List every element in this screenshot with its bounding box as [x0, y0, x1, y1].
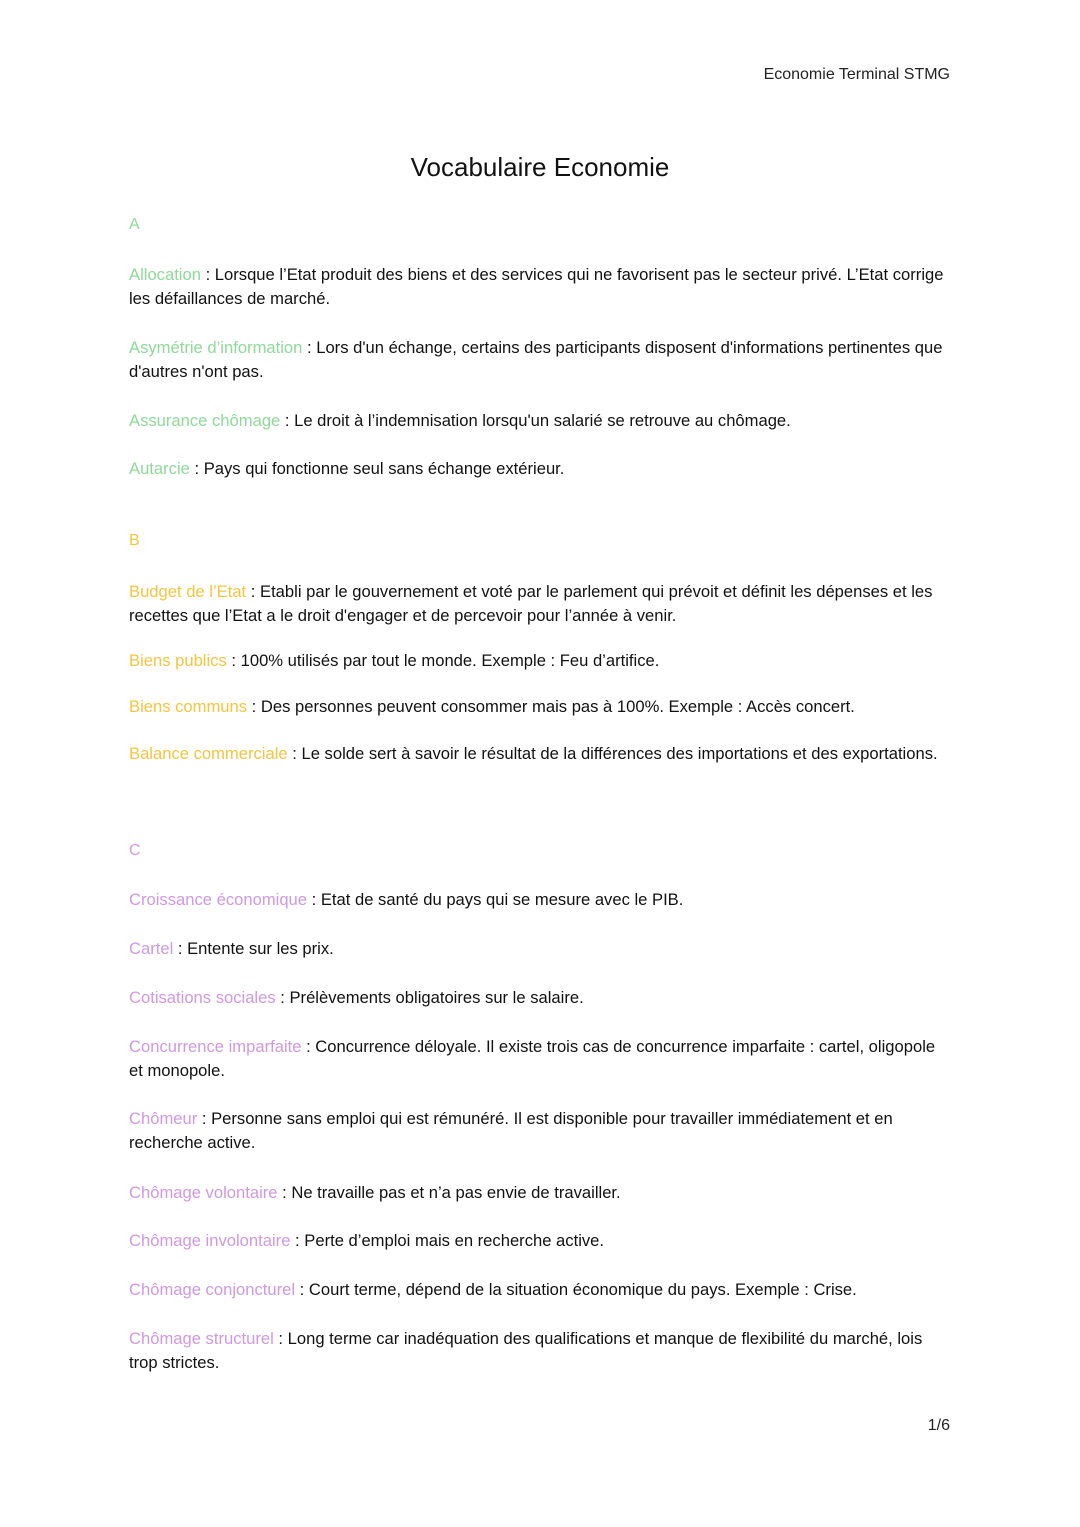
page-header: Economie Terminal STMG — [763, 66, 950, 83]
section-letter-c: C — [129, 842, 141, 859]
glossary-entry — [129, 1107, 944, 1155]
glossary-term: Chômeur — [129, 1109, 198, 1128]
glossary-entry — [129, 742, 944, 766]
glossary-term: Asymétrie d’information — [129, 338, 303, 357]
glossary-definition: : Lors d'un échange, certains des participants disposent d'informations pertinentes que d'autres n'ont pas. — [129, 338, 943, 381]
glossary-entry — [129, 1278, 944, 1302]
glossary-entry — [129, 336, 944, 384]
document-title: Vocabulaire Economie — [410, 152, 670, 182]
glossary-term: Concurrence imparfaite — [129, 1037, 302, 1056]
glossary-term: Balance commerciale — [129, 744, 288, 763]
glossary-definition: : Prélèvements obligatoires sur le salaire. — [275, 988, 584, 1007]
glossary-definition: : Perte d’emploi mais en recherche active. — [290, 1231, 605, 1250]
glossary-term: Assurance chômage — [129, 411, 281, 430]
glossary-term: Chômage volontaire — [129, 1183, 278, 1202]
glossary-definition: : Personne sans emploi qui est rémunéré. Il est disponible pour travailler immédiatement et en recherche active. — [129, 1109, 893, 1152]
section-letter-b: B — [129, 532, 140, 549]
glossary-definition: : Concurrence déloyale. Il existe trois cas de concurrence imparfaite : cartel, oligopole et monopole. — [129, 1037, 936, 1080]
glossary-term: Allocation — [129, 265, 201, 284]
glossary-definition: : Des personnes peuvent consommer mais pas à 100%. Exemple : Accès concert. — [247, 697, 855, 716]
glossary-definition: : Court terme, dépend de la situation économique du pays. Exemple : Crise. — [295, 1280, 857, 1299]
glossary-term: Autarcie — [129, 459, 190, 478]
glossary-term: Chômage conjoncturel — [129, 1280, 296, 1299]
glossary-entry — [129, 695, 944, 719]
glossary-term: Chômage involontaire — [129, 1231, 291, 1250]
page-number: 1/6 — [927, 1417, 950, 1434]
glossary-definition: : Le droit à l’indemnisation lorsqu'un salarié se retrouve au chômage. — [280, 411, 791, 430]
glossary-entry — [129, 888, 944, 912]
glossary-entry — [129, 1327, 944, 1375]
glossary-term: Chômage structurel — [129, 1329, 274, 1348]
glossary-term: Cotisations sociales — [129, 988, 276, 1007]
glossary-definition: : Long terme car inadéquation des qualifications et manque de flexibilité du marché, lois trop strictes. — [129, 1329, 923, 1372]
section-letter-a: A — [129, 216, 140, 233]
glossary-term: Biens publics — [129, 651, 227, 670]
glossary-term: Budget de l’Etat — [129, 582, 247, 601]
glossary-entry — [129, 457, 944, 481]
glossary-entry — [129, 937, 944, 961]
glossary-definition: : 100% utilisés par tout le monde. Exemple : Feu d’artifice. — [226, 651, 660, 670]
glossary-term: Cartel — [129, 939, 174, 958]
glossary-entry — [129, 1229, 944, 1253]
glossary-definition: : Le solde sert à savoir le résultat de la différences des importations et des exportations. — [287, 744, 938, 763]
glossary-entry — [129, 1035, 944, 1083]
glossary-entry — [129, 986, 944, 1010]
glossary-definition: : Lorsque l’Etat produit des biens et des services qui ne favorisent pas le secteur privé. L’Etat corrige les défaillances de marché. — [129, 265, 944, 308]
glossary-definition: : Pays qui fonctionne seul sans échange extérieur. — [189, 459, 565, 478]
glossary-term: Croissance économique — [129, 890, 308, 909]
glossary-definition: : Entente sur les prix. — [173, 939, 334, 958]
glossary-entry — [129, 649, 944, 673]
glossary-definition: : Etabli par le gouvernement et voté par le parlement qui prévoit et définit les dépenses et les recettes que l’Etat a le droit d'engager et de percevoir pour l’année à venir. — [129, 582, 933, 625]
glossary-definition: : Etat de santé du pays qui se mesure avec le PIB. — [307, 890, 684, 909]
glossary-definition: : Ne travaille pas et n’a pas envie de travailler. — [277, 1183, 621, 1202]
glossary-term: Biens communs — [129, 697, 248, 716]
glossary-entry — [129, 409, 944, 433]
glossary-entry — [129, 263, 944, 311]
glossary-entry — [129, 580, 944, 628]
glossary-entry — [129, 1181, 944, 1205]
